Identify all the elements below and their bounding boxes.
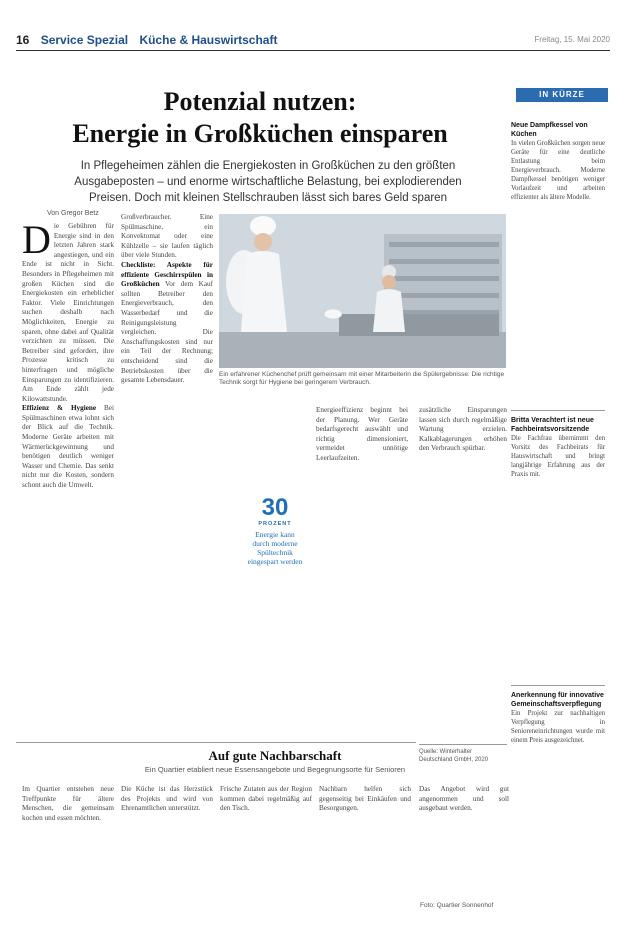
article-lead: In Pflegeheimen zählen die Energiekosten in Großküchen zu den größten Ausgabeposten – und enorme wirtschaftliche Belastung, bei explodierenden Preisen. Doch mit kleinen Stellschrauben lässt sich bares Geld sparen [74, 160, 462, 204]
article-column-4 [419, 406, 507, 741]
sidebar-item-text: Die Fachfrau übernimmt den Vorsitz des Fachbeirats für Hauswirtschaft und bringt langjährige Erfahrung aus der Praxis mit. [511, 435, 605, 478]
sidebar-item-heading: Neue Dampfkessel von Küchen [511, 122, 588, 138]
sidebar-divider [511, 410, 605, 411]
stat-number: 30 [261, 494, 289, 521]
kitchen-photo [219, 214, 506, 368]
headline-line-2: Energie in Großküchen einsparen [72, 119, 448, 148]
photo-credit: Foto: Quartier Sonnenhof [420, 902, 494, 909]
stat-callout [246, 495, 304, 566]
page-number: 16 [16, 33, 30, 47]
chart-source: Quelle: Winterhalter Deutschland GmbH, 2020 [419, 749, 489, 763]
column-3-text: Energieeffizienz beginnt bei der Planung. Wer Geräte bedarfsgerecht auswählt und richtig dimensioniert, vermeidet unnötige Leerlaufzeiten. [316, 406, 408, 462]
column-2-text: Großverbraucher. Eine Spülmaschine, ein Konvektomat oder eine Kühlzelle – sie laufen täglich über viele Stunden. [121, 213, 213, 260]
second-article-column-2: Die Küche ist das Herzstück des Projekts und wird von Ehrenamtlichen unterstützt. [121, 785, 213, 813]
column-4-text: zusätzliche Einsparungen lassen sich durch regelmäßige Wartung erzielen. Kalkablagerungen erhöhen den Verbrauch spürbar. [419, 406, 507, 453]
byline: Von Gregor Betz [47, 210, 99, 217]
section-divider [16, 742, 416, 743]
sidebar-divider [511, 685, 605, 686]
sidebar-item-heading: Britta Verachtert ist neue Fachbeiratsvorsitzende [511, 417, 594, 433]
issue-date: Freitag, 15. Mai 2020 [534, 35, 610, 44]
headline-line-1: Potenzial nutzen: [163, 87, 357, 116]
sidebar-item [511, 692, 605, 909]
sidebar-item [511, 417, 605, 644]
column-2-subheading: Checkliste: Aspekte für effiziente Geschirrspülen in Großküchen [121, 260, 213, 289]
article-headline [40, 86, 480, 150]
kitchen-photo-illustration [219, 214, 506, 368]
sidebar-item-text: In vielen Großküchen sorgen neue Geräte für eine deutliche Entlastung beim Energieverbrauch. Moderne Dampfkessel benötigen weniger Vorlaufzeit und arbeiten effizienter als ältere Modelle. [511, 140, 605, 201]
article-column-3 [316, 406, 408, 736]
second-article-column-1: Im Quartier entstehen neue Treffpunkte für ältere Menschen, die gemeinsam kochen und essen möchten. [22, 785, 114, 822]
second-article-column-4: Nachbarn helfen sich gegenseitig bei Einkäufen und Besorgungen. [319, 785, 411, 813]
stat-unit: PROZENT [258, 521, 292, 527]
column-2-text-b: Vor dem Kauf sollten Betreiber den Energieverbrauch, den Wasserbedarf und die Reinigungsleistung vergleichen. Die Anschaffungskosten sind nur ein Teil der Rechnung; entscheidend sind die Betriebskosten über die gesamte Lebensdauer. [121, 280, 213, 385]
header-rule [16, 50, 610, 51]
column-1-text-b: Bei Spülmaschinen etwa lohnt sich der Blick auf die Technik. Moderne Geräte arbeiten mit Wärmerückgewinnung und benötigen deutlich weniger Wasser und Chemie. Das senkt nicht nur die Kosten, sondern schont auch die Umwelt. [22, 404, 114, 490]
source-rule [419, 744, 507, 745]
article-column-1 [22, 222, 114, 738]
photo-caption: Ein erfahrener Küchenchef prüft gemeinsam mit einer Mitarbeiterin die Spülergebnisse: Die richtige Technik sorgt für Hygiene bei geringerem Verbrauch. [219, 371, 505, 386]
drop-cap: D [22, 222, 51, 262]
section-label: Service Spezial [40, 33, 129, 47]
column-1-subheading: Effizienz & Hygiene [22, 404, 97, 413]
article-column-2 [121, 213, 213, 738]
second-article-column-3: Frische Zutaten aus der Region kommen dabei regelmäßig auf den Tisch. [220, 785, 312, 813]
second-article-lead: Ein Quartier etabliert neue Essensangebote und Begegnungsorte für Senioren [144, 765, 406, 774]
column-1-text: ie Gebühren für Energie sind in den letzten Jahren stark angestiegen, und ein Ende ist nicht in Sicht. Besonders in Pflegeheimen mit großen Küchen sind die Energiekosten ein erheblicher Faktor. Viele Einrichtungen suchen deshalb nach Möglichkeiten, Energie zu sparen, ohne dabei auf Qualität verzichten zu müssen. Die Betreiber sind gefordert, ihre Prozesse kritisch zu hinterfragen und mögliche Einsparungen zu identifizieren. Am Ende zählt jede Kilowattstunde. [22, 222, 114, 403]
second-article-headline: Auf gute Nachbarschaft [208, 748, 342, 763]
topic-label: Küche & Hauswirtschaft [139, 33, 278, 47]
sidebar-item [511, 122, 605, 379]
sidebar-item-heading: Anerkennung für innovative Gemeinschaftsverpflegung [511, 692, 604, 708]
sidebar-item-text: Ein Projekt zur nachhaltigen Verpflegung in Senioreneinrichtungen wurde mit einem Preis ausgezeichnet. [511, 710, 605, 744]
sidebar-tag: IN KÜRZE [516, 88, 608, 102]
second-article-column-5: Das Angebot wird gut angenommen und soll ausgebaut werden. [419, 785, 509, 813]
stat-text: Energie kann durch moderne Spültechnik eingespart werden [247, 530, 303, 566]
page-header [16, 33, 610, 49]
